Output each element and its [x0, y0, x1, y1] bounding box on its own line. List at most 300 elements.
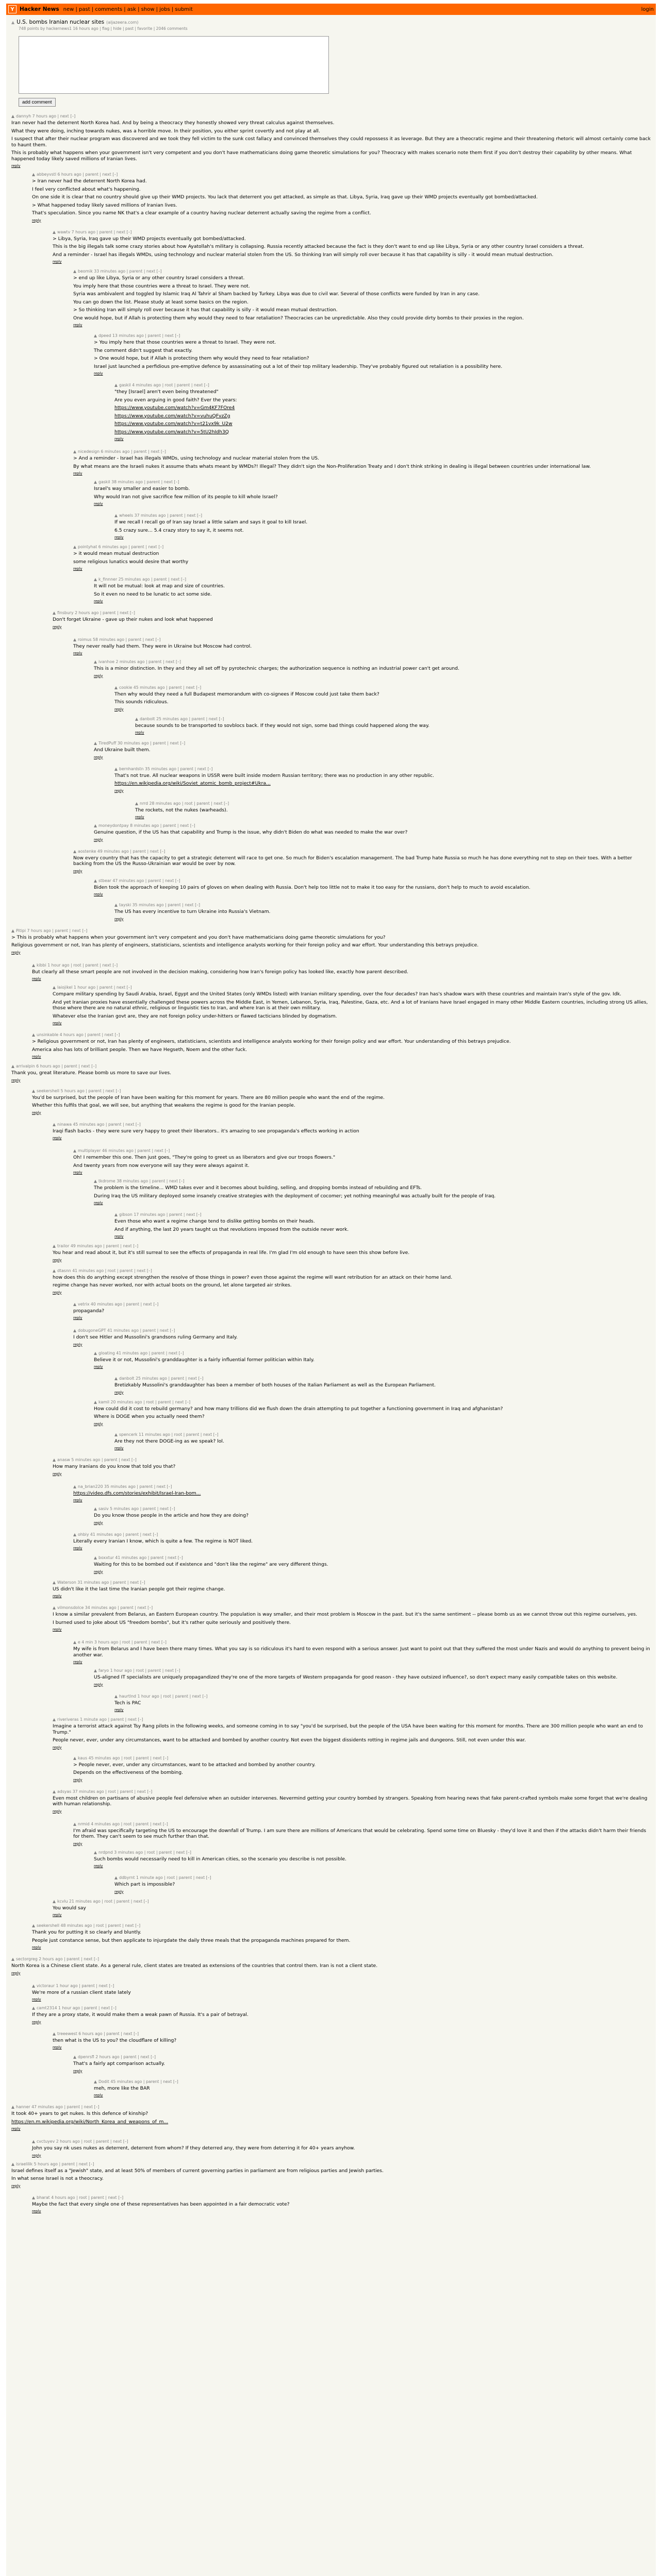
- upvote-arrow-icon[interactable]: ▲: [94, 1350, 97, 1355]
- comment-meta[interactable]: ivanhoe 2 minutes ago | parent | next [–]: [98, 659, 181, 664]
- upvote-arrow-icon[interactable]: ▲: [94, 2079, 97, 2084]
- upvote-arrow-icon[interactable]: ▲: [73, 1328, 76, 1333]
- comment-text: [114, 1382, 651, 1388]
- comment-meta[interactable]: kamil 20 minutes ago | root | parent | next [–]: [98, 1399, 191, 1404]
- comment-meta[interactable]: Pitipi 7 hours ago | parent | next [–]: [16, 928, 88, 933]
- comment-paragraph: Tech is PAC: [114, 1700, 141, 1706]
- comment-paragraph: > end up like Libya, Syria or any other country Israel considers a threat.: [73, 275, 245, 281]
- comment-meta[interactable]: gaskil 4 minutes ago | root | parent | next [–]: [119, 383, 209, 387]
- comment-paragraph: Iran never had the deterrent North Korea had. And by being a theocracy they honestly showed very threat calculus against themselves.: [11, 120, 335, 126]
- reply-link[interactable]: reply: [94, 371, 103, 376]
- login-link[interactable]: login: [641, 6, 654, 12]
- comment-meta[interactable]: riveriveras 1 minute ago | parent | next [–]: [57, 1717, 143, 1722]
- comment: [11, 114, 651, 168]
- upvote-arrow-icon[interactable]: ▲: [53, 1605, 56, 1610]
- comment-meta[interactable]: pointyhat 6 minutes ago | parent | next [–]: [78, 545, 164, 549]
- upvote-arrow-icon[interactable]: ▲: [32, 1923, 35, 1928]
- comment: [114, 1376, 651, 1395]
- site-name[interactable]: Hacker News: [20, 6, 59, 12]
- reply-link[interactable]: reply: [32, 2209, 41, 2213]
- comment-meta[interactable]: nrdpnd 3 minutes ago | root | parent | next [–]: [98, 1850, 191, 1855]
- reply-link[interactable]: reply: [32, 1945, 41, 1950]
- upvote-arrow-icon[interactable]: ▲: [73, 849, 76, 854]
- story-title[interactable]: U.S. bombs Iranian nuclear sites: [16, 19, 105, 25]
- comment-text: [114, 519, 651, 533]
- upvote-arrow-icon[interactable]: ▲: [94, 878, 97, 883]
- comment-text: [73, 1762, 651, 1776]
- reply-link[interactable]: reply: [53, 260, 62, 264]
- story-domain[interactable]: (aljazeera.com): [106, 20, 139, 25]
- reply-link[interactable]: reply: [114, 1234, 124, 1239]
- reply-link[interactable]: reply: [53, 1136, 62, 1140]
- comment-meta[interactable]: kibbi 1 hour ago | root | parent | next [–]: [37, 962, 118, 968]
- upvote-arrow-icon[interactable]: ▲: [73, 545, 76, 549]
- reply-link[interactable]: reply: [94, 673, 103, 678]
- reply-link[interactable]: reply: [53, 1021, 62, 1025]
- reply-link[interactable]: reply: [114, 1889, 124, 1894]
- upvote-arrow-icon[interactable]: ▲: [114, 766, 118, 771]
- reply-link[interactable]: reply: [114, 1446, 124, 1450]
- reply-link[interactable]: reply: [32, 2153, 41, 2158]
- comment-meta[interactable]: tayski 35 minutes ago | parent | next [–]: [119, 903, 201, 907]
- comment: [32, 1089, 651, 1115]
- comment-meta[interactable]: seekershell 48 minutes ago | root | parent | next [–]: [37, 1923, 141, 1928]
- comment-meta[interactable]: haurtlnd 1 hour ago | root | parent | next [–]: [119, 1693, 208, 1699]
- upvote-arrow-icon[interactable]: ▲: [53, 1717, 56, 1722]
- comment-meta[interactable]: faryo 1 hour ago | root | parent | next [–]: [98, 1668, 180, 1673]
- upvote-arrow-icon[interactable]: ▲: [114, 513, 118, 518]
- reply-link[interactable]: reply: [11, 2127, 21, 2131]
- reply-link[interactable]: reply: [114, 1708, 124, 1712]
- reply-link[interactable]: reply: [114, 707, 124, 711]
- comment-meta[interactable]: cookie 45 minutes ago | parent | next [–]: [119, 685, 202, 690]
- reply-link[interactable]: reply: [73, 2069, 82, 2073]
- upvote-arrow-icon[interactable]: ▲: [73, 449, 76, 454]
- reply-link[interactable]: reply: [32, 977, 41, 981]
- comment-meta[interactable]: gloating 41 minutes ago | parent | next [–]: [98, 1350, 184, 1355]
- reply-link[interactable]: reply: [32, 1997, 41, 2002]
- upvote-arrow-icon[interactable]: ▲: [114, 685, 118, 690]
- comment-meta[interactable]: kcvlu 21 minutes ago | root | parent | next [–]: [57, 1899, 149, 1904]
- comment-text: [53, 1128, 651, 1134]
- reply-link[interactable]: reply: [94, 892, 103, 896]
- reply-link[interactable]: reply: [73, 1498, 82, 1502]
- comment-header: [73, 1148, 651, 1153]
- reply-link[interactable]: reply: [73, 323, 82, 327]
- reply-link[interactable]: reply: [53, 1290, 62, 1295]
- upvote-arrow-icon[interactable]: ▲: [53, 1580, 56, 1585]
- comment-paragraph: This is the big illegals talk some crazy stories about how Ayatollah's military is collapsing. Russia recently attacked because the fact is they don't want to end up like Libya, Syria or any other country Israel considers a threat.: [53, 244, 584, 249]
- reply-link[interactable]: reply: [53, 1809, 62, 1814]
- comment: [53, 1122, 651, 1141]
- comment-meta[interactable]: bharat 4 hours ago | root | parent | next [–]: [37, 2195, 124, 2200]
- upvote-arrow-icon[interactable]: ▲: [94, 577, 97, 582]
- add-comment-button[interactable]: add comment: [19, 98, 56, 107]
- comment-paragraph: because sounds to be transported to sovblocs back. If they would not sign, some bad things could happened along the way.: [135, 722, 429, 728]
- comment-meta[interactable]: treeewest 6 hours ago | parent | next [–]: [57, 2031, 139, 2036]
- comment-meta[interactable]: k_finnner 25 minutes ago | parent | next [–]: [98, 577, 187, 582]
- comment-meta[interactable]: ninawa 45 minutes ago | parent | next [–]: [57, 1122, 141, 1127]
- upvote-arrow-icon[interactable]: ▲: [53, 1899, 56, 1904]
- comment-text: [53, 1905, 651, 1911]
- comment-text: [11, 2111, 651, 2125]
- comment-header: [53, 1244, 651, 1248]
- comment-paragraph: And twenty years from now everyone will say they were always against it.: [73, 1162, 250, 1168]
- comment-paragraph: some religious lunatics would desire that worthy: [73, 558, 189, 565]
- reply-link[interactable]: reply: [114, 788, 124, 793]
- comment-text: [11, 1963, 651, 1969]
- comment-header: [73, 1756, 651, 1760]
- comment-meta[interactable]: hanner 47 minutes ago | parent | next [–]: [16, 2105, 100, 2109]
- upvote-arrow-icon[interactable]: ▲: [32, 1088, 35, 1093]
- comment-meta[interactable]: kaus 45 minutes ago | root | parent | next [–]: [78, 1755, 169, 1760]
- comment-paragraph: They never really had them. They were in Ukraine but Moscow had control.: [73, 643, 252, 649]
- comment-paragraph: John you say nk uses nukes as deterrent, deterrent from whom? If they deterred any, they were from deterring it for 40+ years anyhow.: [32, 2145, 355, 2151]
- comment-meta[interactable]: trailor 49 minutes ago | parent | next [–]: [57, 1244, 139, 1248]
- comment-meta[interactable]: seekershell 5 hours ago | parent | next [–]: [37, 1088, 121, 1093]
- reply-link[interactable]: reply: [73, 1777, 82, 1782]
- upvote-arrow-icon[interactable]: ▲: [11, 1957, 14, 1961]
- upvote-arrow-icon[interactable]: ▲: [53, 229, 56, 234]
- comment-meta[interactable]: na_brian220 35 minutes ago | parent | next [–]: [78, 1484, 172, 1489]
- comment-meta[interactable]: roimus 58 minutes ago | parent | next [–]: [78, 637, 161, 642]
- comment-textarea[interactable]: [19, 36, 329, 94]
- upvote-arrow-icon[interactable]: ▲: [32, 1032, 35, 1037]
- comment: [53, 1244, 651, 1262]
- comment-header: [53, 2031, 651, 2036]
- reply-link[interactable]: reply: [94, 599, 103, 603]
- upvote-arrow-icon[interactable]: ▲: [11, 928, 14, 933]
- upvote-arrow-icon[interactable]: ▲: [73, 1755, 76, 1760]
- comment-meta[interactable]: anasw 5 minutes ago | parent | next [–]: [57, 1458, 137, 1462]
- comment-meta[interactable]: victoraur 1 hour ago | parent | next [–]: [37, 1983, 114, 1988]
- upvote-arrow-icon[interactable]: ▲: [94, 1506, 97, 1511]
- comment-header: [32, 1032, 651, 1037]
- comment-header: [73, 1532, 651, 1537]
- comment-header: [94, 878, 651, 883]
- reply-link[interactable]: reply: [114, 535, 124, 539]
- comment-paragraph: It will not be mutual: look at map and size of countries.: [94, 583, 225, 589]
- comment-text: [53, 1275, 651, 1289]
- comment-paragraph: Maybe the fact that every single one of these representatives has been appointed in a fair democratic vote?: [32, 2201, 290, 2207]
- reply-link[interactable]: reply: [94, 837, 103, 842]
- comment: [53, 1899, 651, 1918]
- comment: [73, 1484, 651, 1503]
- comment-header: [94, 577, 651, 582]
- comment-meta[interactable]: e 4 min 3 hours ago | root | parent | next [–]: [78, 1640, 167, 1645]
- upvote-arrow-icon[interactable]: ▲: [114, 1875, 118, 1880]
- upvote-arrow-icon[interactable]: ▲: [11, 20, 15, 25]
- reply-link[interactable]: reply: [73, 1660, 82, 1664]
- comment-paragraph[interactable]: https://www.youtube.com/watch?v=vuhuQFvzZg: [114, 413, 230, 419]
- comment-paragraph: This is a minor distinction. In they and they all set off by pyrotechnic charges; the authorization sequence is nothing an industrial power can't get around.: [94, 666, 459, 671]
- reply-link[interactable]: reply: [94, 755, 103, 759]
- upvote-arrow-icon[interactable]: ▲: [94, 480, 97, 484]
- upvote-arrow-icon[interactable]: ▲: [73, 1301, 76, 1307]
- reply-link[interactable]: reply: [11, 1971, 21, 1975]
- upvote-arrow-icon[interactable]: ▲: [32, 2139, 35, 2144]
- comment: [73, 1532, 651, 1551]
- comment-text: [32, 969, 651, 975]
- comment-header: [53, 1458, 651, 1462]
- upvote-arrow-icon[interactable]: ▲: [94, 823, 97, 828]
- reply-link[interactable]: reply: [11, 1078, 21, 1082]
- story-subtext: 748 points by hackernews1 16 hours ago | flag | hide | past | favorite | 2046 comments: [19, 26, 188, 31]
- reply-link[interactable]: reply: [32, 1110, 41, 1115]
- reply-link[interactable]: reply: [53, 1594, 62, 1598]
- comment-paragraph: If they are a proxy state, it would make them a weak pawn of Russia. It's a pair of betrayal.: [32, 2012, 249, 2018]
- reply-link[interactable]: reply: [53, 1913, 62, 1917]
- upvote-arrow-icon[interactable]: ▲: [53, 985, 56, 990]
- upvote-arrow-icon[interactable]: ▲: [73, 1640, 76, 1645]
- comment-meta[interactable]: dpenrsfl 2 hours ago | parent | next [–]: [78, 2055, 156, 2059]
- upvote-arrow-icon[interactable]: ▲: [53, 1789, 56, 1794]
- reply-link[interactable]: reply: [135, 731, 144, 735]
- reply-link[interactable]: reply: [114, 917, 124, 921]
- upvote-arrow-icon[interactable]: ▲: [53, 2031, 56, 2036]
- reply-link[interactable]: reply: [53, 1258, 62, 1262]
- reply-link[interactable]: reply: [11, 164, 21, 168]
- comment-meta[interactable]: vilmonsdolce 34 minutes ago | parent | next [–]: [57, 1605, 153, 1610]
- comment-meta[interactable]: ddbyrnt 1 minute ago | root | parent | next [–]: [119, 1875, 211, 1880]
- comment-paragraph: People never, ever, under any circumstances, want to be attacked and bombed by another country. Not even the biggest dissidents rotting in regime jails and dungeons. Still, not even under this war.: [53, 1737, 526, 1743]
- top-nav-bar: [6, 4, 656, 15]
- comment-meta[interactable]: nrrd 28 minutes ago | root | parent | next [–]: [140, 801, 229, 806]
- comment-paragraph: Whether this fulfils that goal, we will see, but anything that weakens the regime is good for the Iranian people.: [32, 1103, 295, 1108]
- comment-meta[interactable]: aostenke 49 minutes ago | parent | next [–]: [78, 849, 166, 854]
- reply-link[interactable]: reply: [53, 1471, 62, 1476]
- comment-paragraph: And Ukraine built them.: [94, 747, 151, 753]
- upvote-arrow-icon[interactable]: ▲: [94, 741, 97, 745]
- comment: [11, 2162, 651, 2188]
- reply-link[interactable]: reply: [53, 2045, 62, 2049]
- reply-link[interactable]: reply: [11, 950, 21, 955]
- comment-paragraph: Iraqi flash backs - they were sure very happy to greet their liberators.. it's amazing to see propaganda's effects working in action: [53, 1128, 359, 1134]
- comment-meta[interactable]: danbolt 25 minutes ago | parent | next [–]: [140, 716, 224, 721]
- reply-link[interactable]: reply: [73, 1316, 82, 1320]
- upvote-arrow-icon[interactable]: ▲: [94, 1555, 97, 1560]
- comment-meta[interactable]: dtasnn 41 minutes ago | root | parent | next [–]: [57, 1268, 152, 1273]
- reply-link[interactable]: reply: [73, 1841, 82, 1846]
- comment-meta[interactable]: Dodit 45 minutes ago | parent | next [–]: [98, 2079, 178, 2084]
- comment-paragraph[interactable]: https://en.wikipedia.org/wiki/Soviet_atomic_bomb_project#Ukra...: [114, 781, 271, 786]
- upvote-arrow-icon[interactable]: ▲: [94, 333, 97, 338]
- comment-paragraph: You'd be surprised, but the people of Iran have been waiting for this moment for years. There are 80 million people who want the end of the regime.: [32, 1094, 385, 1100]
- upvote-arrow-icon[interactable]: ▲: [94, 659, 97, 664]
- upvote-arrow-icon[interactable]: ▲: [94, 1179, 97, 1183]
- comment-paragraph: Do you know those people in the article and how they are doing?: [94, 1513, 249, 1518]
- comment-meta[interactable]: nrmid 4 minutes ago | root | parent | next [–]: [78, 1821, 168, 1826]
- comment-meta[interactable]: israelilik 5 hours ago | parent | next [–]: [16, 2161, 94, 2166]
- reply-link[interactable]: reply: [32, 2020, 41, 2024]
- reply-link[interactable]: reply: [73, 471, 82, 476]
- reply-link[interactable]: reply: [73, 869, 82, 873]
- upvote-arrow-icon[interactable]: ▲: [53, 1458, 56, 1462]
- reply-link[interactable]: reply: [94, 1569, 103, 1574]
- reply-link[interactable]: reply: [73, 651, 82, 655]
- y-logo-icon[interactable]: Y: [8, 5, 16, 13]
- comment: [53, 230, 651, 264]
- upvote-arrow-icon[interactable]: ▲: [11, 1064, 14, 1069]
- comment-meta[interactable]: gibson 17 minutes ago | parent | next [–]: [119, 1212, 202, 1217]
- comment-meta[interactable]: dpeed 13 minutes ago | parent | next [–]: [98, 333, 180, 338]
- upvote-arrow-icon[interactable]: ▲: [114, 1376, 118, 1381]
- comment-header: [135, 801, 651, 806]
- reply-link[interactable]: reply: [94, 2093, 103, 2097]
- comment-meta[interactable]: gaskil 38 minutes ago | parent | next [–]: [98, 480, 179, 484]
- comment-meta[interactable]: TiredPuff 30 minutes ago | parent | next [–]: [98, 741, 186, 745]
- comment-meta[interactable]: dannyh 7 hours ago | next [–]: [16, 114, 76, 118]
- comment-meta[interactable]: adsyas 37 minutes ago | root | parent | next [–]: [57, 1789, 153, 1794]
- comment-meta[interactable]: sectorgreg 2 hours ago | parent | next [–]: [16, 1957, 100, 1961]
- comment-paragraph: Literally every Iranian I know, which is quite a few. The regime is NOT liked.: [73, 1538, 253, 1544]
- upvote-arrow-icon[interactable]: ▲: [53, 1268, 56, 1273]
- comment-paragraph: You can go down the list. Please study at least some basics on the region.: [73, 299, 249, 305]
- upvote-arrow-icon[interactable]: ▲: [32, 2006, 35, 2010]
- nav-links[interactable]: new | past | comments | ask | show | jobs | submit: [63, 6, 193, 12]
- comment-paragraph: One would hope, but if Allah is protecting them why would they need to fear retaliation? Theocracies can be unpredictable. Also they could provide dirty bombs to their proxies in the region.: [73, 315, 524, 321]
- reply-link[interactable]: reply: [73, 1546, 82, 1550]
- comment-paragraph: The US has every incentive to turn Ukraine into Russia's Vietnam.: [114, 909, 271, 914]
- comment-meta[interactable]: unsinkable 4 hours ago | parent | next [–]: [37, 1032, 120, 1037]
- comment: [73, 1756, 651, 1782]
- comment-meta[interactable]: finsbury 2 hours ago | parent | next [–]: [57, 611, 135, 615]
- comment-meta[interactable]: Waterson 31 minutes ago | parent | next [–]: [57, 1580, 145, 1585]
- comment-paragraph: Syria was ambivalent and toggled by Islamic Iraq Al Tahrir al Sham backed by Turkey. Libya was due to civil war. Several of those conflicts were funded by Iran in any case.: [73, 291, 480, 297]
- comment-meta[interactable]: vetrix 40 minutes ago | parent | next [–]: [78, 1301, 159, 1307]
- upvote-arrow-icon[interactable]: ▲: [53, 1122, 56, 1127]
- upvote-arrow-icon[interactable]: ▲: [53, 611, 56, 615]
- upvote-arrow-icon[interactable]: ▲: [73, 1532, 76, 1537]
- upvote-arrow-icon[interactable]: ▲: [94, 1399, 97, 1404]
- upvote-arrow-icon[interactable]: ▲: [73, 1821, 76, 1826]
- reply-link[interactable]: reply: [32, 218, 41, 223]
- reply-link[interactable]: reply: [94, 1520, 103, 1525]
- comment: [114, 1212, 651, 1239]
- comment-text: [53, 1464, 651, 1470]
- reply-link[interactable]: reply: [73, 1342, 82, 1347]
- comment-paragraph[interactable]: https://video.dfs.com/stories/exhibit/Israel-Iran-bom...: [73, 1490, 201, 1496]
- comment-meta[interactable]: nicedesign 6 minutes ago | parent | next [–]: [78, 449, 166, 454]
- comment: [32, 1032, 651, 1059]
- comment-meta[interactable]: multiplayer 46 minutes ago | parent | next [–]: [78, 1148, 170, 1153]
- comment-header: [73, 1484, 651, 1489]
- comment-meta[interactable]: sasiv 5 minutes ago | parent | next [–]: [98, 1506, 175, 1511]
- comment-meta[interactable]: ohbiy 41 minutes ago | parent | next [–]: [78, 1532, 158, 1537]
- upvote-arrow-icon[interactable]: ▲: [73, 2055, 76, 2059]
- upvote-arrow-icon[interactable]: ▲: [32, 2195, 35, 2200]
- comment-paragraph: Depends on the effectiveness of the bombing.: [73, 1770, 183, 1775]
- comment-meta[interactable]: camt2314 1 hour ago | parent | next [–]: [37, 2006, 117, 2010]
- upvote-arrow-icon[interactable]: ▲: [73, 1148, 76, 1153]
- upvote-arrow-icon[interactable]: ▲: [73, 1484, 76, 1489]
- comment-header: [94, 1351, 651, 1355]
- reply-link[interactable]: reply: [53, 1628, 62, 1632]
- reply-link[interactable]: reply: [94, 1421, 103, 1426]
- upvote-arrow-icon[interactable]: ▲: [32, 1983, 35, 1988]
- reply-link[interactable]: reply: [94, 1682, 103, 1687]
- comment-paragraph: My wife is from Belarus and I have been there many times. What you say is so ridiculous it's hard to even respond with a serious answer. Just want to point out that they suffered the most under Nazis and would do anything to prevent being in another war.: [73, 1646, 650, 1658]
- upvote-arrow-icon[interactable]: ▲: [94, 1850, 97, 1855]
- comment-meta[interactable]: abbeyvstl 6 hours ago | parent | next [–]: [37, 172, 118, 177]
- comment-meta[interactable]: cvctuyev 2 hours ago | root | parent | next [–]: [37, 2139, 128, 2144]
- upvote-arrow-icon[interactable]: ▲: [94, 1668, 97, 1673]
- comment-paragraph: Israel's way smaller and easier to bomb.: [94, 486, 190, 492]
- comment-meta[interactable]: beomik 33 minutes ago | parent | next [–]: [78, 269, 162, 274]
- comment-paragraph[interactable]: https://www.youtube.com/watch?v=5tU2hIdh3Q: [114, 429, 229, 435]
- comment-meta[interactable]: dobugoneGPT 41 minutes ago | parent | next [–]: [78, 1328, 175, 1333]
- comment: [32, 2006, 651, 2024]
- comment-paragraph: "they [Israel] aren't even being threatened": [114, 389, 219, 395]
- comment-header: [94, 2079, 651, 2084]
- reply-link[interactable]: reply: [73, 1171, 82, 1175]
- upvote-arrow-icon[interactable]: ▲: [114, 1693, 118, 1699]
- comment-header: [73, 1302, 651, 1307]
- reply-link[interactable]: reply: [11, 2183, 21, 2188]
- comment-meta[interactable]: spencerk 11 minutes ago | root | parent | next [–]: [119, 1432, 219, 1437]
- comment: [114, 383, 651, 441]
- reply-link[interactable]: reply: [94, 1365, 103, 1369]
- upvote-arrow-icon[interactable]: ▲: [32, 962, 35, 968]
- comment-paragraph: > Libya, Syria, Iraq gave up their WMD projects eventually got bombed/attacked.: [53, 235, 246, 242]
- upvote-arrow-icon[interactable]: ▲: [114, 1212, 118, 1217]
- reply-link[interactable]: reply: [53, 624, 62, 629]
- upvote-arrow-icon[interactable]: ▲: [73, 637, 76, 642]
- comment-paragraph[interactable]: https://en.m.wikipedia.org/wiki/North_Korea_and_weapons_of_m...: [11, 2119, 169, 2125]
- comment-meta[interactable]: danbolt 25 minutes ago | parent | next [–]: [119, 1376, 204, 1381]
- comment-meta[interactable]: laiojikel 1 hour ago | parent | next [–]: [57, 985, 132, 990]
- comment-meta[interactable]: bernhardstn 35 minutes ago | parent | next [–]: [119, 766, 213, 771]
- comment-paragraph[interactable]: https://www.youtube.com/watch?v=Gm4KF7FOre4: [114, 405, 235, 411]
- comment-meta[interactable]: stbear 47 minutes ago | parent | next [–]: [98, 878, 180, 883]
- comment-header: [11, 928, 651, 933]
- comment-meta[interactable]: moneydontpay 8 minutes ago | parent | next [–]: [98, 823, 195, 828]
- upvote-arrow-icon[interactable]: ▲: [114, 903, 118, 907]
- upvote-arrow-icon[interactable]: ▲: [114, 383, 118, 387]
- upvote-arrow-icon[interactable]: ▲: [135, 801, 138, 806]
- upvote-arrow-icon[interactable]: ▲: [11, 114, 14, 118]
- comment-paragraph: how does this do anything except strengthen the resolve of those things in power? even those against the regime will want retribution for an attack on their home land.: [53, 1274, 453, 1280]
- reply-link[interactable]: reply: [94, 1201, 103, 1205]
- reply-link[interactable]: reply: [53, 1745, 62, 1750]
- upvote-arrow-icon[interactable]: ▲: [73, 269, 76, 274]
- upvote-arrow-icon[interactable]: ▲: [135, 716, 138, 721]
- upvote-arrow-icon[interactable]: ▲: [32, 172, 35, 177]
- reply-link[interactable]: reply: [94, 1864, 103, 1868]
- comment-header: [94, 1850, 651, 1855]
- comment-text: [114, 691, 651, 705]
- comment-paragraph[interactable]: https://www.youtube.com/watch?v=t21vx9k_U2w: [114, 421, 233, 427]
- upvote-arrow-icon[interactable]: ▲: [114, 1432, 118, 1437]
- reply-link[interactable]: reply: [94, 502, 103, 506]
- upvote-arrow-icon[interactable]: ▲: [11, 2105, 14, 2109]
- comment-paragraph: > Religious government or not, Iran has plenty of engineers, statisticians, scientists and intelligence analysts working for their foreign policy and war effort. Your understanding of this betrays prejudice.: [32, 1039, 511, 1044]
- reply-link[interactable]: reply: [73, 567, 82, 571]
- comment-meta[interactable]: boxxtur 41 minutes ago | parent | next [–]: [98, 1555, 183, 1560]
- comment-meta[interactable]: tkdrome 38 minutes ago | parent | next [–]: [98, 1179, 185, 1183]
- reply-link[interactable]: reply: [135, 815, 144, 819]
- comment-paragraph: And if anything, the last 20 years taught us that revolutions imposed from the outside never work.: [114, 1226, 349, 1232]
- comment-meta[interactable]: wheels 37 minutes ago | parent | next [–]: [119, 513, 203, 518]
- comment-meta[interactable]: wawtv 7 hours ago | parent | next [–]: [57, 229, 132, 234]
- upvote-arrow-icon[interactable]: ▲: [11, 2161, 14, 2166]
- reply-link[interactable]: reply: [114, 1390, 124, 1395]
- reply-link[interactable]: reply: [32, 1055, 41, 1059]
- comment-text: [73, 275, 651, 321]
- comment-meta[interactable]: arrivalpin 6 hours ago | parent | next [–]: [16, 1064, 97, 1069]
- reply-link[interactable]: reply: [114, 437, 124, 441]
- upvote-arrow-icon[interactable]: ▲: [53, 1244, 56, 1248]
